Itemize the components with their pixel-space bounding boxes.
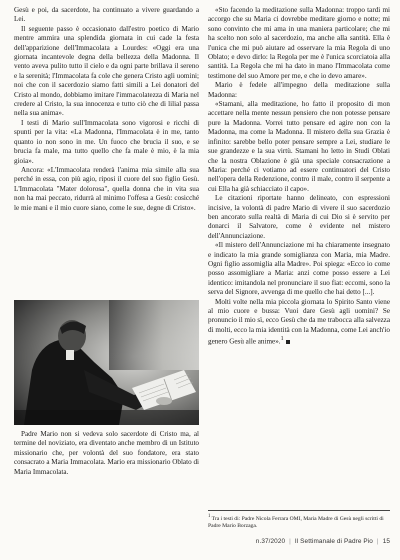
publication-name: Il Settimanale di Padre Pio [294, 538, 373, 545]
paragraph: «Sto facendo la meditazione sulla Madonna: troppo tardi mi accorgo che su Maria ci dovrebbe meditare giorno e notte; mi sono convinto che mi ama in una maniera particolare; che mi ha scelto non solo al sacerdozio, ma anche alla santità. Ella è l'unica che mi può aiutare ad osservare la mia Regola di uno Oblato; e devo dirlo: la Regola per me è l'unica scorciatoia alla santità. La Regola che mi ha dato in mano l'Immacolata come testimone del suo Amore per me, e che io devo amare». [208, 6, 390, 80]
paragraph: Ancora: «L'Immacolata renderà l'anima mia simile alla sua perché in essa, con più agio, riposi il cuore del suo figlio Gesù. L'Immacolata "Mater dolorosa", quella donna che in vita sua non ha mai peccato, ridurrà al minimo l'offesa a Gesù: cosicché le mie mani e il mio cuore siano, come le sue, degne di Cristo». [14, 165, 199, 212]
footer-separator: | [289, 538, 291, 545]
photo-image [14, 300, 199, 425]
paragraph: Mario è fedele all'impegno della meditazione sulla Madonna: [208, 81, 390, 99]
footnote-text: Tra i testi di: Padre Nicola Ferrara OMI, Maria Madre di Gesù negli scritti di Padre Mario Borzaga. [208, 515, 384, 529]
page-number: 15 [382, 538, 390, 545]
footnote-number: 1 [208, 514, 211, 519]
footer-separator: | [376, 538, 379, 545]
photo-priest-reading [14, 300, 199, 425]
end-of-article-mark [286, 340, 290, 344]
paragraph-text: Molti volte nella mia piccola giornata lo Spirito Santo viene al mio cuore e bussa: Vuoi dare Gesù agli uomini? Se pronuncio il mio sì, ecco Gesù che da me trabocca alla salvezza di molti, ecco la mia identità con la Madonna, come Lei anch'io genero Gesù alle anime». [208, 297, 391, 346]
issue-number: n.37/2020 [255, 538, 286, 545]
footnote [208, 510, 390, 530]
paragraph: Gesù e poi, da sacerdote, ha continuato a vivere guardando a Lei. [14, 6, 199, 24]
paragraph: «Stamani, alla meditazione, ho fatto il proposito di mon accettare nella mente nessun pensiero che non potesse pensare pure la Madonna. Vorrei tutto pensare ed agire non con la Madonna, ma come la Madonna. Il mistero della sua Grazia è infinito: sarebbe bello poter pensare sempre a Lei, studiare le sue grandezze e la sua virtù. Stamani ho letto in Studi Oblati che la nostra Oblazione è già una speciale consacrazione a Maria: perché ci votiamo ad essere continuatori del Cristo nell'opera della Redenzione, contro il male, contro il serpente a cui Ella ha già schiacciato il capo». [208, 100, 390, 193]
paragraph: I testi di Mario sull'Immacolata sono vigorosi e ricchi di spunti per la vita: «La Madonna, l'Immacolata è in me, tanto quanto io non sono in me. Un fuoco che brucia il suo, e se brucia fa male, ma tutto quello che fa male è mio, è la mia gioia». [14, 118, 199, 165]
page-footer [208, 538, 390, 545]
left-column-continued [14, 430, 199, 477]
footnote-reference[interactable]: 1 [280, 336, 284, 343]
left-column [14, 6, 199, 213]
paragraph: Le citazioni riportate hanno delineato, con espressioni incisive, la volontà di padre Mario di vivere il suo sacerdozio ben ancorato sulla realtà di Maria di cui Dio si è servito per donarci il Salvatore, come è evidente nel mistero dell'Annunciazione. [208, 194, 390, 240]
right-column [208, 6, 390, 347]
paragraph: Il seguente passo è occasionato dall'estro poetico di Mario mentre ammira una splendida giornata in cui cade la festa dell'apparizione dell'Immacolata a Lourdes: «Oggi era una giornata incantevole degna della bellezza della Madonna. Il vento aveva pulito tutto il cielo e da ogni parte brillava il sereno e la serenità; l'Immacolata fa cole che genera Cristo agli uomini; noi che con il sacerdozio siamo fatti simili a Lei donatori del Cristo al mondo, dobbiamo imitare l'immacolatezza di Maria nel credere al Cristo, la sua innocenza e tutto ciò che di lilial passa nella sua anima». [14, 24, 199, 118]
paragraph: Padre Mario non si vedeva solo sacerdote di Cristo ma, al termine del noviziato, era diventato anche membro di un Istituto missionario che, per volontà del suo fondatore, era stato consacrato a Maria Immacolata. Mario era missionario Oblato di Maria Immacolata. [14, 430, 199, 476]
paragraph: «Il mistero dell'Annunciazione mi ha chiaramente insegnato e indicato la mia grande somiglianza con Maria, mia Madre. Ogni figlio assomiglia alla Madre». Poi spiega: «Ecco io come posso assomigliare a Maria: anzi come posso essere a Lei identico: imitandola nel pronunciare il suo fiat: eccomi, sono la serva del Signore, avvenga di me quello che hai detto [...]. [208, 241, 390, 297]
paragraph-with-footnote [208, 298, 390, 347]
